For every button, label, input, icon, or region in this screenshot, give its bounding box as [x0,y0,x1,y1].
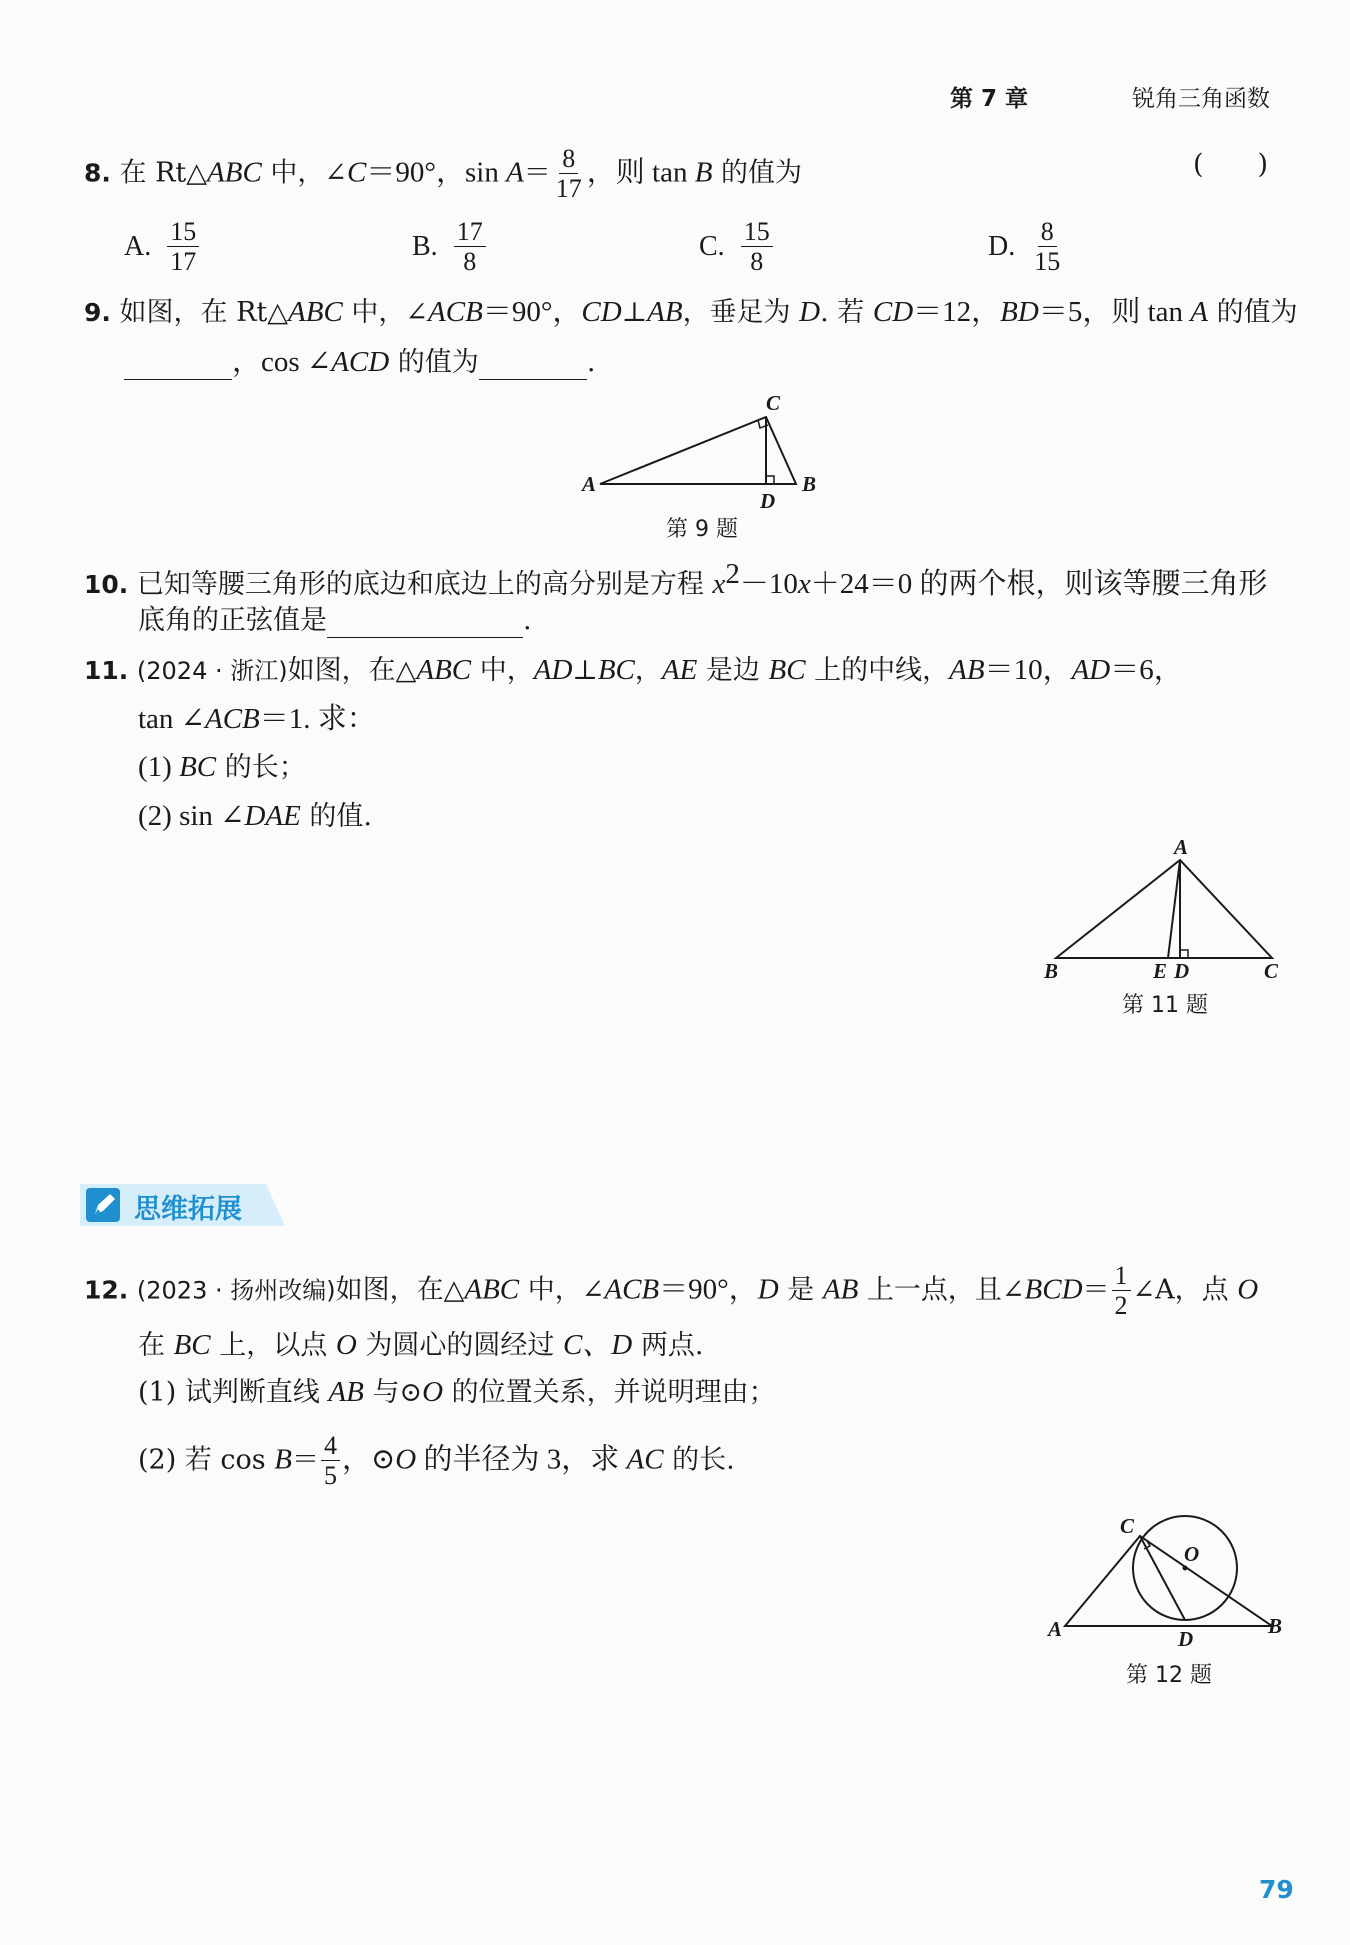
question-source: (2024 · 浙江) [136,657,288,685]
option-a: A. $\frac{15}{17}$ [124,218,201,276]
point-label-b: B [1268,1614,1283,1638]
figure-9-caption: 第 9 题 [666,517,738,542]
question-10: 10. 已知等腰三角形的底边和底边上的高分别是方程 $x^2-10x+24=0$ 的两个根，则该等腰三角形 [84,558,1268,600]
point-label-b: B [802,472,817,496]
pencil-icon [84,1186,124,1224]
point-label-c: C [1264,959,1279,983]
point-label-e: E [1153,959,1168,983]
question-12-part-2: (2) 若 cos B＝ $\frac{4}{5}$ ，⊙O 的半径为 3，求 AC 的长. [138,1431,735,1491]
question-number: 8. [84,158,111,188]
question-number: 10. [84,570,129,599]
figure-9 [580,388,820,512]
question-number: 9. [84,298,111,327]
point-label-b: B [1044,959,1059,983]
page-number: 79 [1259,1875,1294,1904]
point-label-d: D [1178,1627,1194,1651]
point-label-o: O [1184,1542,1200,1566]
chapter-label: 第 7 章 [949,86,1028,112]
figure-11-caption: 第 11 题 [1122,993,1208,1018]
point-label-a: A [1174,838,1189,859]
point-label-a: A [582,472,597,496]
question-11-line-2: tan ∠ACB＝1. 求： [138,703,376,735]
fraction: $\frac{4}{5}$ [321,1432,340,1490]
question-10-line-2: 底角的正弦值是 . [138,605,532,638]
figure-11 [1036,838,1296,988]
question-11-part-1: (1) BC 的长； [138,751,306,783]
option-b: B. $\frac{17}{8}$ [412,218,488,276]
fraction: $\frac{1}{2}$ [1112,1262,1131,1320]
question-11-part-2: (2) sin ∠DAE 的值. [138,800,373,832]
fraction: $\frac{8}{17}$ [555,144,582,204]
point-label-d: D [760,489,776,512]
answer-blank[interactable] [479,347,587,380]
point-label-c: C [1120,1514,1135,1538]
question-8: 8. 在 Rt△ABC 中，∠C＝90°，sin A＝ $\frac{8}{17}$ ，则 tan B 的值为 [84,144,803,204]
answer-blank[interactable] [124,347,232,380]
point-label-c: C [766,391,781,415]
question-source: (2023 · 扬州改编) [136,1276,336,1305]
chapter-title: 锐角三角函数 [1132,86,1270,112]
question-9: 9. 如图，在 Rt△ABC 中，∠ACB＝90°，CD⊥AB，垂足为 D. 若 CD＝12，BD＝5，则 tan A 的值为 [84,296,1298,328]
section-title: 思维拓展 [134,1194,242,1225]
figure-12-caption: 第 12 题 [1126,1663,1212,1688]
question-number: 11. [84,656,129,685]
question-9-line-2: ，cos ∠ACD 的值为 . [124,345,595,380]
question-12: 12. (2023 · 扬州改编)如图，在△ABC 中，∠ACB＝90°，D 是 AB 上一点，且∠BCD＝ $\frac{1}{2}$ ∠A，点 O [84,1261,1259,1321]
answer-blank[interactable] [327,605,523,638]
point-label-a: A [1048,1617,1063,1641]
option-d: D. $\frac{8}{15}$ [988,217,1061,277]
figure-12 [1040,1508,1300,1660]
question-12-line-2: 在 BC 上，以点 O 为圆心的圆经过 C、D 两点. [138,1329,704,1361]
point-label-d: D [1174,959,1190,983]
answer-parentheses: ( ) [1193,149,1269,180]
option-c: C. $\frac{15}{8}$ [699,218,775,276]
question-12-part-1: (1) 试判断直线 AB 与⊙O 的位置关系，并说明理由； [138,1376,776,1408]
question-11: 11. (2024 · 浙江)如图，在△ABC 中，AD⊥BC，AE 是边 BC 上的中线，AB＝10，AD＝6， [84,654,1183,686]
question-number: 12. [84,1275,129,1305]
